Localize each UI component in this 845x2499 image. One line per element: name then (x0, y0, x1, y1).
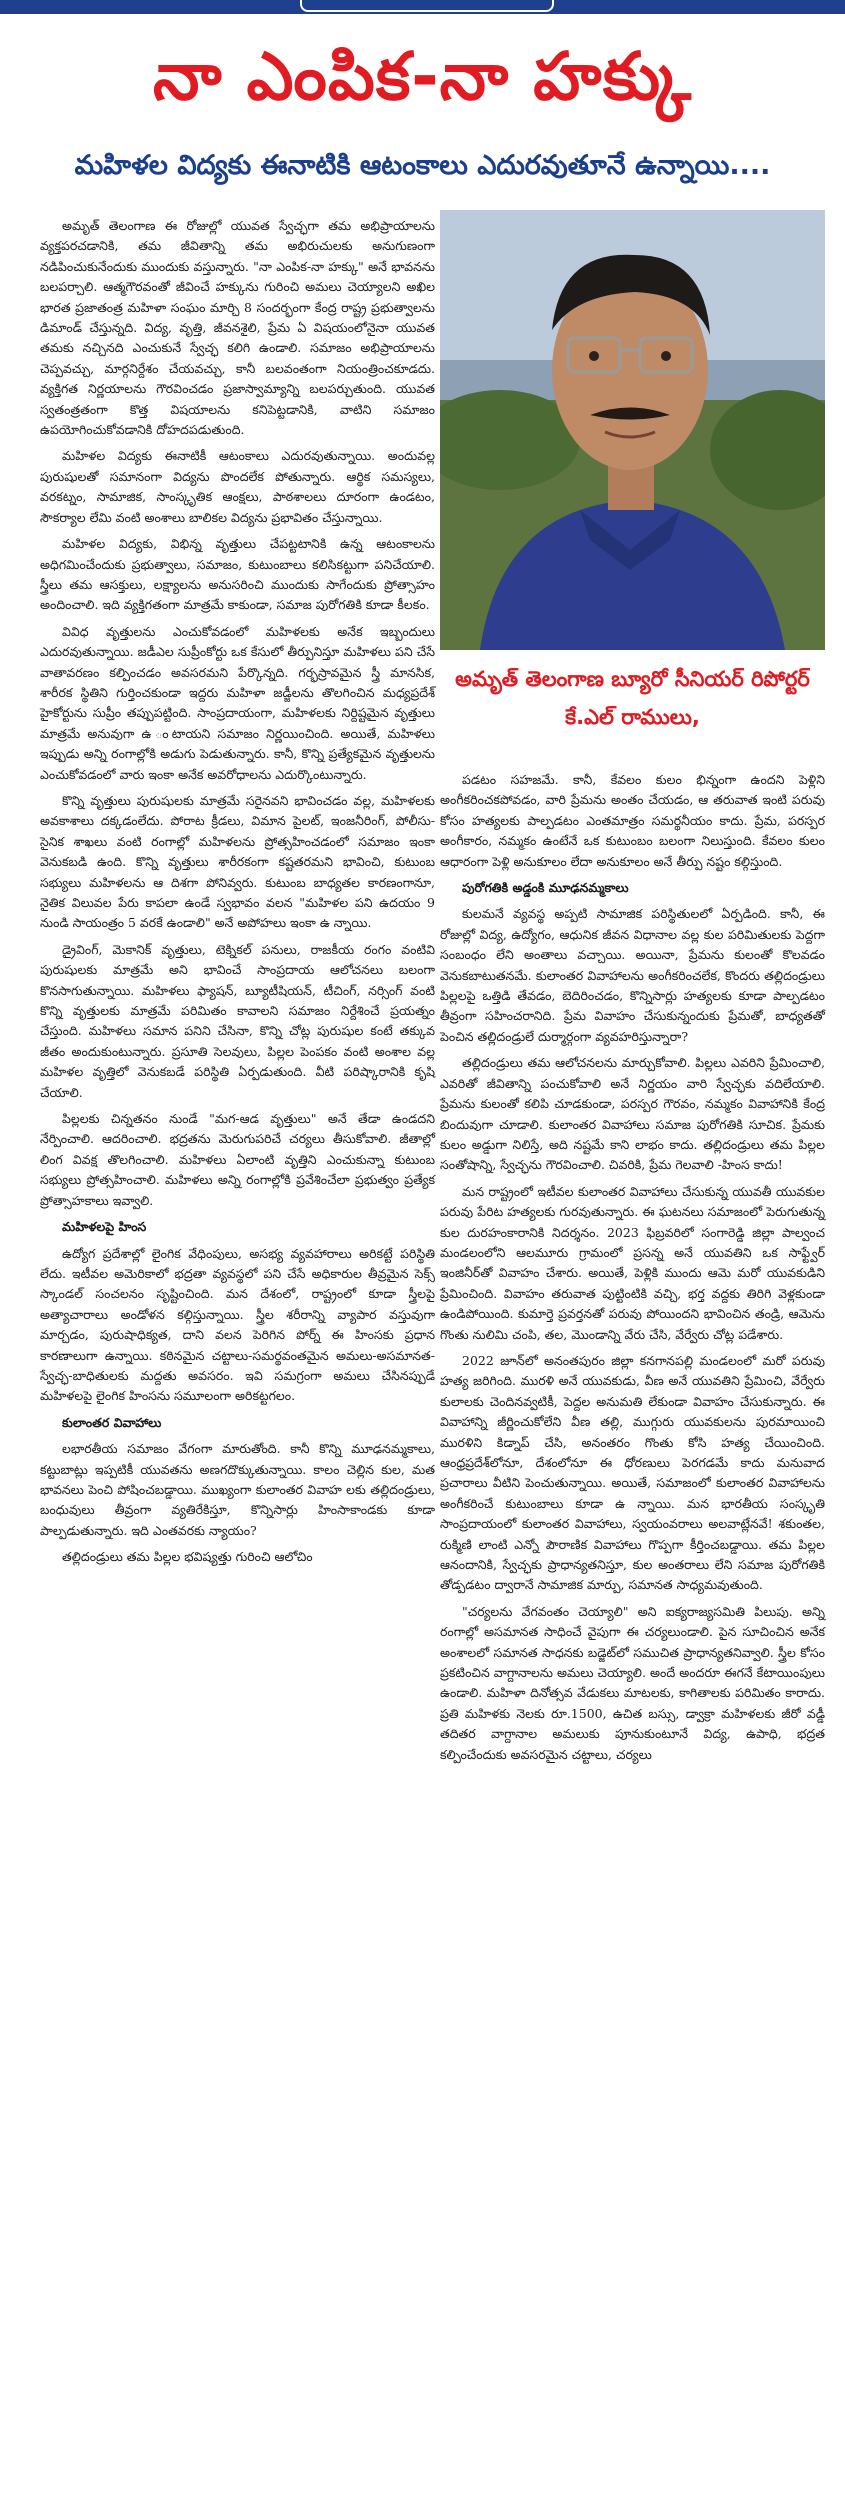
headline-title: నా ఎంపిక-నా హక్కు (152, 38, 693, 115)
article-paragraph: తల్లిదండ్రులు తమ పిల్లల భవిష్యత్తు గురించి ఆలోచిం (62, 1549, 313, 1565)
section-heading-violence: మహిళలపై హింస (62, 1219, 147, 1235)
photo-caption: అమృత్ తెలంగాణ బ్యూరో సీనియర్ రిపోర్టర్ కే.ఎల్ రాములు, (455, 667, 810, 729)
article-paragraph: తల్లిదండ్రులు తమ ఆలోచనలను మార్చుకోవాలి. పిల్లలు ఎవరిని ప్రేమించాలి, ఎవరితో జీవితాన్ని పంచుకోవాలి అనే నిర్ణయం వారి స్వేచ్ఛకు వదిలేయాలి. ప్రేమను కులంతో కలిపి చూడకుండా, పరస్పర గౌరవం, నమ్మకం వివాహానికి కేంద్ర బిందువుగా చూడాలి. కులాంతర వివాహాలు సమాజ పురోగతికి సూచిక. ప్రేమకు కులం అడ్డుగా నిలిస్తే, అది నష్టమే కాని లాభం కాదు. తల్లిదండ్రులు తమ పిల్లల సంతోషాన్ని, స్వేచ్ఛను గౌరవించాలి. చివరికి, ప్రేమ గెలవాలి -హింస కాదు! (440, 1055, 825, 1173)
article-paragraph: ఉద్యోగ ప్రదేశాల్లో లైంగిక వేధింపులు, అసభ్య వ్యవహారాలు అరికట్టే పరిస్థితి లేదు. ఇటీవల అమెరికాలో భద్రతా వ్యవస్థలో పని చేసే అధికారుల తీవ్రమైన సెక్స్ స్కాండల్ సంచలనం సృష్టించింది. మన దేశంలో, రాష్ట్రంలో కూడా స్త్రీలపై అత్యాచారాలు అండోళన కల్గిస్తున్నాయి. స్త్రీల శరీరాన్ని వ్యాపార వస్తువుగా మార్చడం, పురుషాధిక్యత, దాని వలన పెరిగిన పోర్న్ ఈ హింసకు ప్రధాన కారణాలుగా ఉన్నాయి. కఠినమైన చట్టాలు-సమర్థవంతమైన అమలు-అసమానత-స్వేచ్ఛ-బాధితులకు మద్దతు అవసరం. ఇవి సమగ్రంగా అమలు చేసినప్పుడే మహిళలపై లైంగిక హింసను సమూలంగా అరికట్టగలం. (40, 1245, 435, 1404)
section-heading-superstition: పురోగతికి అడ్డంకి మూఢనమ్మకాలు (462, 880, 629, 896)
article-paragraph: డ్రైవింగ్, మెకానిక్ వృత్తులు, టెక్నికల్ పనులు, రాజకీయ రంగం వంటివి పురుషులకు మాత్రమే అని భావించే సాంప్రదాయ ఆలోచనలు బలంగా కొనసాగుతున్నాయి. మహిళలు ఫ్యాషన్, బ్యూటీషియన్, టీచింగ్, నర్సింగ్ వంటి కొన్ని వృత్తులకు మాత్రమే పరిమితం కావాలని సమాజం నిర్దేశించే ప్రయత్నం చేస్తుంది. మహిళలు సమాన పనిని చేసినా, కొన్ని చోట్ల పురుషుల కంటే తక్కువ జీతం అందుకుంటున్నారు. ప్రసూతి సెలవులు, పిల్లల పెంపకం వంటి అంశాల వల్ల మహిళల వృత్తిలో వెనుకబడే పరిస్థితి ఏర్పడుతుంది. వీటి పరిష్కారానికి కృషి చేయాలి. (40, 941, 435, 1100)
article-paragraph: అమృత్ తెలంగాణ ఈ రోజుల్లో యువత స్వేచ్ఛగా తమ అభిప్రాయాలను వ్యక్తపరచడానికి, తమ జీవితాన్ని తమ అభిరుచులకు అనుగుణంగా నడిపించుకునేందుకు ముందుకు వస్తున్నారు. "నా ఎంపిక-నా హక్కు" అనే భావనను బలపర్చాలి. ఆత్మగౌరవంతో జీవించే హక్కును గురించి అమలు చెయ్యాలని అఖిల భారత ప్రజాతంత్ర మహిళా సంఘం మార్చి 8 సందర్భంగా కేంద్ర రాష్ట్ర ప్రభుత్వాలను డిమాండ్ చేస్తున్నది. విద్య, వృత్తి, జీవనశైలి, ప్రేమ ఏ విషయంలోనైనా యువత తమకు నచ్చినది ఎంచుకునే స్వేచ్ఛ కలిగి ఉండాలి. సమాజం అభిప్రాయాలను చెప్పవచ్చు, మార్గనిర్దేశం చేయవచ్చు, కానీ బలవంతంగా నియంత్రించకూడదు. వ్యక్తిగత నిర్ణయాలను గౌరవించడం ప్రజాస్వామ్యాన్ని బలపర్చుతుంది. యువత స్వతంత్రతంగా కొత్త విషయాలను కనిపెట్టడానికి, వాటిని సమాజం ఉపయోగించుకోవడానికి దోహదపడుతుంది. (40, 218, 435, 438)
top-header-band (0, 0, 845, 14)
article-paragraph: పిల్లలకు చిన్నతనం నుండే "మగ-ఆడ వృత్తులు" అనే తేడా ఉండదని నేర్పించాలి. ఆదరించాలి. భద్రతను మెరుగుపరిచే చర్యలు తీసుకోవాలి. జీతాల్లో లింగ వివక్ష తొలగించాలి. మహిళలు ఏలాంటి వృత్తిని ఎంచుకున్నా కుటుంబ సభ్యులు ప్రోత్సహించాలి. మహిళలు అన్ని రంగాల్లోకి ప్రవేశించేలా ప్రభుత్వం ప్రత్యేక ప్రోత్సాహకాలు ఇవ్వాలి. (40, 1111, 435, 1208)
article-paragraph: కొన్ని వృత్తులు పురుషులకు మాత్రమే సరైనవని భావించడం వల్ల, మహిళలకు అవకాశాలు దక్కడంలేదు. పోరాట క్రీడలు, విమాన పైలట్, ఇంజనీరింగ్, పోలీసు-సైనిక శాఖలు వంటి రంగాల్లో మహిళలను ప్రోత్సహించడంలో సమాజం ఇంకా వెనుకబడి ఉంది. కొన్ని వృత్తులు శారీరకంగా కష్టతరమని భావించి, కుటుంబ సభ్యులు మహిళలను ఆ దిశగా పోనివ్వరు. కుటుంబ బాధ్యతల కారణంగానూ, నైతిక విలువల పేరు కాపలా ఉండే స్వభావం వలన "మహిళల పని ఉదయం 9 నుండి సాయంత్రం 5 వరకే ఉండాలి" అనే అపోహలు ఇంకా ఉ న్నాయి. (40, 792, 435, 931)
article-paragraph: మహిళల విద్యకు, విభిన్న వృత్తులు చేపట్టటానికి ఉన్న ఆటంకాలను అధిగమించేందుకు ప్రభుత్వాలు, సమాజం, కుటుంబాలు కలిసికట్టుగా పనిచేయాలి. స్త్రీలు తమ ఆసక్తులు, లక్ష్యాలను అనుసరించి ముందుకు సాగేందుకు ప్రోత్సాహం అందించాలి. ఇది వ్యక్తిగతంగా మాత్రమే కాకుండా, సమాజ పురోగతికి కూడా కీలకం. (40, 536, 435, 613)
article-right-column (440, 770, 825, 1771)
reporter-photo (440, 210, 825, 650)
article-paragraph: వివిధ వృత్తులను ఎంచుకోవడంలో మహిళలకు అనేక ఇబ్బందులు ఎదురవుతున్నాయి. జడీఎల సుప్రీంకోర్టు ఒక కేసులో తీర్పునిస్తూ మహిళలు పని చేసే వాతావరణం కల్పించడం అవసరమని పేర్కొన్నది. గర్భస్రావమైన స్త్రీ మానసిక, శారీరక స్థితిని గుర్తించకుండా ఇద్దరు మహిళా జడ్జీలను తొలగించిన మధ్యప్రదేశ్ హైకోర్టును సుప్రీం తప్పుపట్టింది. సాంప్రదాయంగా, మహిళలకు నిర్దిష్టమైన వృత్తులు మాత్రమే అనువుగా ఉ ంటాయని సమాజం నిర్ణయించింది. అయితే, మహిళలు ఇప్పుడు అన్ని రంగాల్లోకి అడుగు పెడుతున్నారు. కానీ, కొన్ని ప్రత్యేకమైన వృత్తులను ఎంచుకోవడంలో వారు ఇంకా అనేక అవరోధాలను ఎదుర్కొంటున్నారు. (40, 623, 435, 782)
article-left-column (40, 216, 435, 1574)
article-paragraph: కులమనే వ్యవస్థ అప్పటి సామాజిక పరిస్థితులలో ఏర్పడింది. కానీ, ఈ రోజుల్లో విద్య, ఉద్యోగం, ఆధునిక జీవన విధానాల వల్ల కుల పరిమితులకు పెద్దగా సంబంధం లేని అంతాలు వచ్చాయి. అయినా, ప్రేమను కులంతో కొలవడం వెనుకబాటుతనమే. కులాంతర వివాహాలను అంగీకరించలేక, కొందరు తల్లిదండ్రులు పిల్లలపై ఒత్తిడి తేవడం, బెదిరించడం, కొన్నిసార్లు హత్యలకు కూడా పాల్పడటం తీవ్రంగా సహించరానిది. ప్రేమ వివాహం చేసుకున్నందుకు ప్రేమతో, బాధ్యతతో పెంచిన తల్లిదండ్రులే దుర్మార్గంగా వ్యవహరిస్తున్నారా? (440, 906, 825, 1044)
article-paragraph: పడటం సహజమే. కానీ, కేవలం కులం భిన్నంగా ఉందని పెళ్లిని అంగీకరించకపోవడం, వారి ప్రేమను అంతం చేయడం, ఆ తరువాత ఇంటి పరువు కోసం హత్యలకు పాల్పడటం ఎంతమాత్రం సమర్థనీయం కాదు. ప్రేమ, పరస్పర అంగీకారం, నమ్మకం ఉంటేనే ఒక కుటుంబం బలంగా నిలుస్తుంది. కేవలం కులం ఆధారంగా పెళ్లి అనుకూలం లేదా అనుకూలం అనే తీర్పు నష్టం కల్గిస్తుంది. (440, 772, 825, 869)
headline-subtitle: మహిళల విద్యకు ఈనాటికి ఆటంకాలు ఎదురవుతూనే ఉన్నాయి.... (74, 150, 771, 181)
header-band-tab (300, 0, 554, 12)
article-paragraph: మహిళల విద్యకు ఈనాటికీ ఆటంకాలు ఎదురవుతున్నాయి. అందువల్ల పురుషులతో సమానంగా విద్యను పొందలేక పోతున్నారు. ఆర్థిక సమస్యలు, వరకట్నం, సామాజిక, సాంస్కృతిక ఆంక్షలు, పాఠశాలలు దూరంగా ఉండటం, సౌకర్యాల లేమి వంటి అంశాలు బాలికల విద్యను ప్రభావితం చేస్తున్నాయి. (40, 448, 435, 525)
article-paragraph: మన రాష్ట్రంలో ఇటీవల కులాంతర వివాహాలు చేసుకున్న యువతీ యువకుల పరువు పేరిట హత్యలకు గురవుతున్నారు. ఈ ఘటనలు సమాజంలో పెరుగుతున్న కుల దురహంకారానికి నిదర్శనం. 2023 ఫిబ్రవరిలో సంగారెడ్డి జిల్లా పాల్వంచ మండలంలోని ఆలమూరు గ్రామంలో ప్రసన్న అనే యువతిని ఒక సాఫ్ట్వేర్ ఇంజినీర్‌తో వివాహం చేశారు. అయితే, పెళ్లికి ముందు ఆమె మరో యువకుడిని ప్రేమించింది. వివాహం తరువాత పుట్టింటికి వచ్చి, భర్త వద్దకు తిరిగి వెళ్లకుండా ఉండిపోయింది. కుమార్తె ప్రవర్తనతో పరువు పోయిందని భావించిన తండ్రి, ఆమెను గొంతు నులిమి చంపి, తల, మొండాన్ని వేరు చేసి, వేర్వేరు చోట్ల పడేశారు. (440, 1183, 825, 1342)
article-paragraph: లభారతీయ సమాజం వేగంగా మారుతోంది. కానీ కొన్ని మూఢనమ్మకాలు, కట్టుబాట్లు ఇప్పటికీ యువతను అణగదొక్కుతున్నాయి. కాలం చెల్లిన కుల, మత భావనలు పెంచి పోషించబడ్డాయి. ముఖ్యంగా కులాంతర వివాహ లకు తల్లిదండ్రులు, బంధువులు తీవ్రంగా వ్యతిరేకిస్తూ, కొన్నిసార్లు హింసాకాండకు కూడా పాల్పడుతున్నారు. ఇది ఎంతవరకు న్యాయం? (40, 1441, 435, 1538)
reporter-portrait-illustration (440, 210, 825, 650)
section-heading-intercaste: కులాంతర వివాహాలు (62, 1414, 162, 1430)
article-paragraph: "చర్యలను వేగవంతం చెయ్యాలి" అని ఐక్యరాజ్యసమితి పిలుపు. అన్ని రంగాల్లో అసమానత సాధించే వైపుగా ఈ చర్యలుండాలి. పైన సూచించిన అనేక అంశాలలో సమానత సాధనకు బడ్జెట్‌లో సముచిత ప్రాధాన్యతనివ్వాలి. స్త్రీల కోసం ప్రకటించిన వాగ్దానాలను అమలు చెయ్యాలి. అందే అందరూ ఈగనే కేటాయింపులు ఉండాలి. మహిళా దినోత్సవ వేడుకలు మాటలకు, కాగితాలకు పరిమితం కారాదు. ప్రతి మహిళకు నెలకు రూ.1500, ఉచిత బస్సు, డ్వాక్రా మహిళలకు జీరో వడ్డీ తదితర వాగ్దానాల అమలుకు పూనుకుంటూనే విద్య, ఉపాధి, భద్రత కల్పించేందుకు అవసరమైన చట్టాలు, చర్యలు (440, 1603, 825, 1762)
article-paragraph: 2022 జూన్‌లో అనంతపురం జిల్లా కనగానపల్లి మండలంలో మరో పరువు హత్య జరిగింది. మురళి అనే యువకుడు, వీణ అనే యువతిని ప్రేమించి, వేర్వేరు కులాలకు చెందినవ్వటికీ, పెద్దల అనుమతి లేకుండా వివాహం చేసుకున్నారు. ఈ వివాహాన్ని జీర్ణించుకోలేని వీణ తల్లి, ముగ్గురు యువకులను పురమాయించి మురళిని కిడ్నాప్ చేసి, అనంతరం గొంతు కోసి హత్య చేయించింది. ఆంధ్రప్రదేశ్‌లోనూ, దేశంలోనూ ఈ ధోరణులు పెరగడమే కాదు మనువాద ప్రచారాలు వీటిని పెంచుతున్నాయి. అయితే, సమాజంలో కులాంతర వివాహాలను అంగీకరించే కుటుంబాలు కూడా ఉ న్నాయి. మన భారతీయ సంస్కృతి సాంప్రదాయంలో కులాంతర వివాహాలు, స్వయంవరాలు అలవాట్లేనవే! శకుంతల, రుక్మిణి లాంటి ఎన్నో పౌరాణిక వివాహాలు గొప్పగా కీర్తించబడ్డాయి. తమ పిల్లల ఆనందానికి, స్వేచ్ఛకు ప్రాధాన్యతనిస్తూ, కుల అంతరాలు లేని సమాజ పురోగతికి తోడ్పడటం ద్వారానే సామాజిక మార్పు, సమానత సాధ్యమవుతుంది. (440, 1352, 825, 1593)
